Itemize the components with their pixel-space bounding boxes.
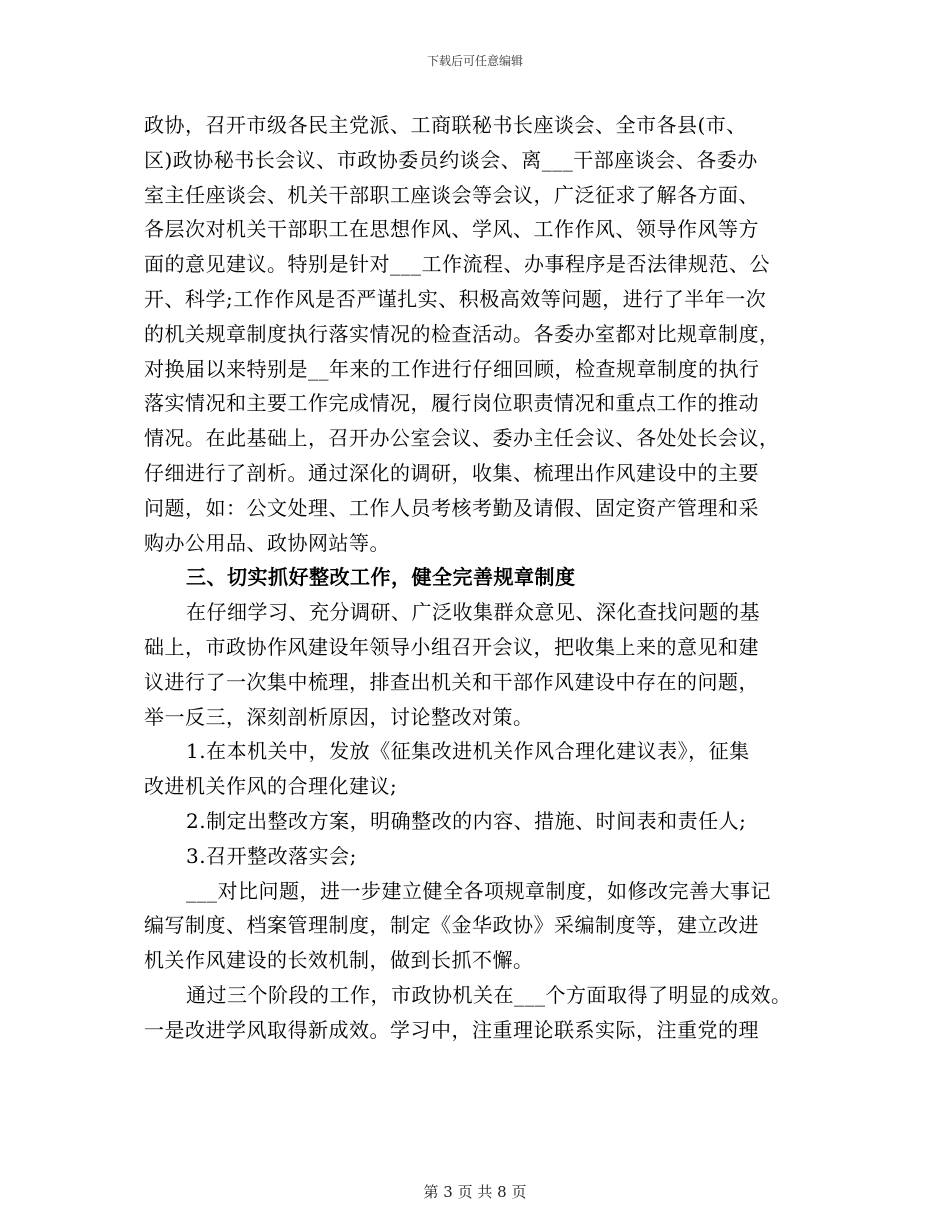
document-body (144, 108, 824, 1048)
text-line: 改进机关作风的合理化建议; (144, 774, 398, 799)
text-line: 3.召开整改落实会; (186, 843, 357, 868)
text-line: 在仔细学习、充分调研、广泛收集群众意见、深化查找问题的基 (186, 600, 760, 625)
page-header: 下载后可任意编辑 (426, 54, 523, 68)
text-line: 室主任座谈会、机关干部职工座谈会等会议，广泛征求了解各方面、 (144, 182, 759, 207)
text-line: 问题，如：公文处理、工作人员考核考勤及请假、固定资产管理和采 (144, 495, 759, 520)
text-line: 面的意见建议。特别是针对___工作流程、办事程序是否法律规范、公 (144, 252, 770, 277)
text-line: 开、科学;工作作风是否严谨扎实、积极高效等问题，进行了半年一次 (144, 286, 767, 311)
text-line: ___对比问题，进一步建立健全各项规章制度，如修改完善大事记 (186, 878, 771, 903)
section-heading: 三、切实抓好整改工作，健全完善规章制度 (186, 565, 576, 590)
text-line: 机关作风建设的长效机制，做到长抓不懈。 (144, 948, 534, 973)
text-line: 2.制定出整改方案，明确整改的内容、措施、时间表和责任人; (186, 808, 747, 833)
text-line: 政协，召开市级各民主党派、工商联秘书长座谈会、全市各县(市、 (144, 113, 747, 137)
text-line: 础上，市政协作风建设年领导小组召开会议，把收集上来的意见和建 (144, 634, 759, 659)
text-line: 议进行了一次集中梳理，排查出机关和干部作风建设中存在的问题， (144, 669, 759, 694)
text-line: 对换届以来特别是__年来的工作进行仔细回顾，检查规章制度的执行 (144, 356, 760, 381)
page-number: 第 3 页 共 8 页 (423, 1183, 527, 1201)
text-line: 各层次对机关干部职工在思想作风、学风、工作作风、领导作风等方 (144, 217, 759, 242)
text-line: 落实情况和主要工作完成情况，履行岗位职责情况和重点工作的推动 (144, 391, 759, 416)
text-line: 仔细进行了剖析。通过深化的调研，收集、梳理出作风建设中的主要 (144, 460, 759, 485)
text-line: 区)政协秘书长会议、市政协委员约谈会、离___干部座谈会、各委办 (144, 147, 758, 172)
text-line: 编写制度、档案管理制度，制定《金华政协》采编制度等，建立改进 (144, 913, 759, 938)
text-line: 通过三个阶段的工作，市政协机关在___个方面取得了明显的成效。 (186, 982, 792, 1007)
text-line: 情况。在此基础上，召开办公室会议、委办主任会议、各处处长会议， (144, 426, 780, 451)
text-line: 1.在本机关中，发放《征集改进机关作风合理化建议表》，征集 (186, 739, 750, 764)
text-line: 一是改进学风取得新成效。学习中，注重理论联系实际，注重党的理 (144, 1017, 759, 1042)
text-line: 购办公用品、政协网站等。 (144, 530, 390, 555)
text-line: 举一反三，深刻剖析原因，讨论整改对策。 (144, 704, 534, 729)
text-line: 的机关规章制度执行落实情况的检查活动。各委办室都对比规章制度， (144, 321, 780, 346)
